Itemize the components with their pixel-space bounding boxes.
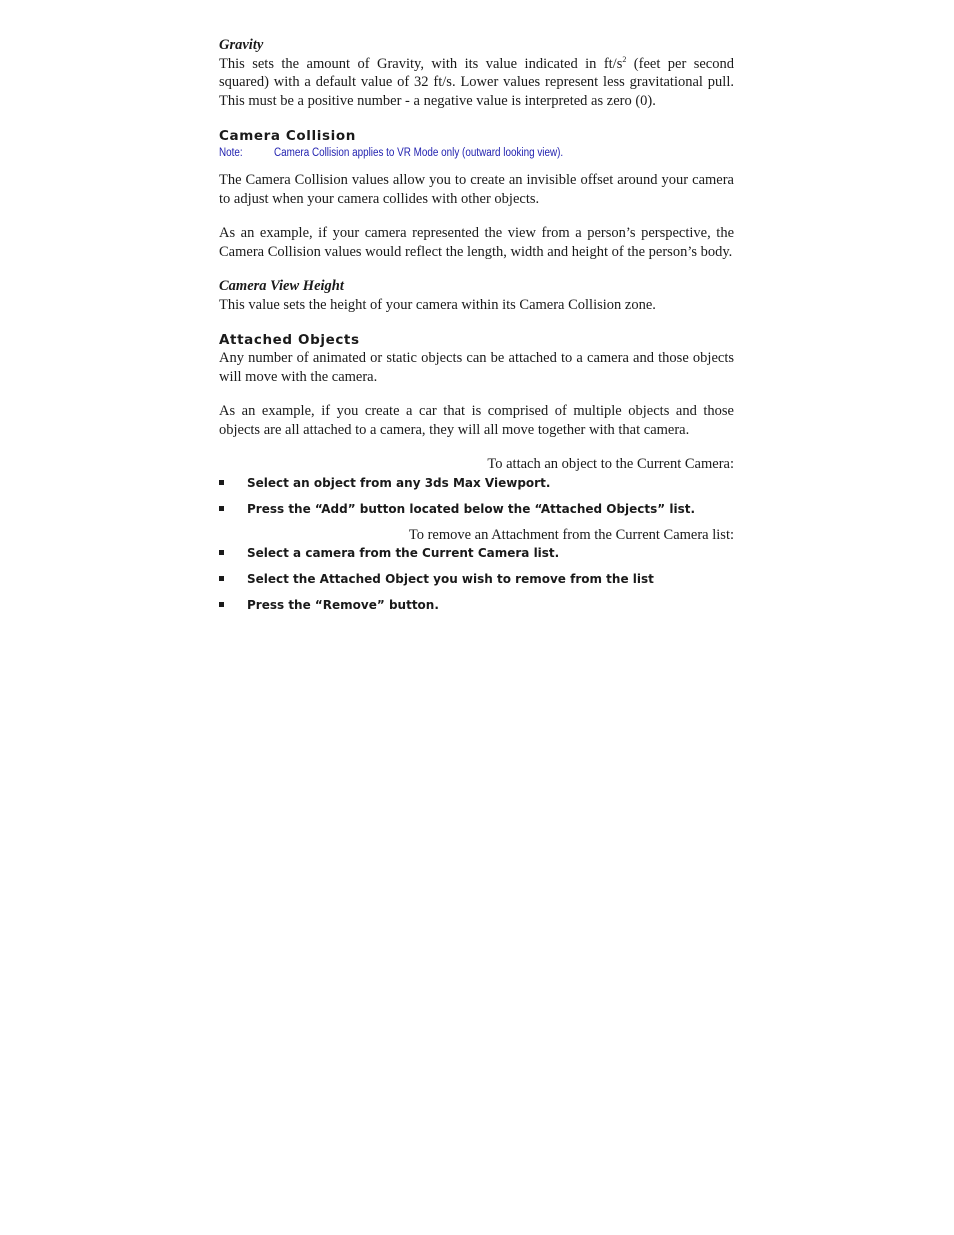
camera-collision-note (219, 145, 662, 162)
bullet-square-icon (219, 506, 224, 511)
bullet-square-icon (219, 550, 224, 555)
list-item (219, 500, 734, 518)
camera-view-height-heading: Camera View Height (219, 278, 344, 294)
remove-steps-list (219, 544, 734, 614)
document-page (219, 36, 734, 622)
gravity-text (219, 55, 734, 111)
list-item-text: Press the “Add” button located below the “Attached Objects” list. (247, 501, 696, 516)
attach-intro: To attach an object to the Current Camera: (487, 456, 734, 472)
camera-collision-para-2: As an example, if your camera represented the view from a person’s perspective, the Camera Collision values would reflect the length, width and height of the person’s body. (219, 225, 734, 260)
camera-collision-para-1: The Camera Collision values allow you to create an invisible offset around your camera to adjust when your camera collides with other objects. (219, 172, 734, 207)
attach-steps-list (219, 474, 734, 518)
camera-view-height-text: This value sets the height of your camera within its Camera Collision zone. (219, 296, 656, 313)
gravity-text-part2: (feet per second squared) with a default value of 32 ft/s. Lower values represent less gravitational pull. This must be a positive number - a negative value is interpreted as zero (0). (219, 55, 734, 109)
attached-objects-para-1: Any number of animated or static objects can be attached to a camera and those objects will move with the camera. (219, 350, 734, 385)
list-item-text: Select the Attached Object you wish to remove from the list (247, 572, 654, 586)
bullet-square-icon (219, 480, 224, 485)
camera-collision-heading: Camera Collision (219, 128, 356, 144)
list-item-text: Select an object from any 3ds Max Viewport. (247, 475, 551, 490)
bullet-square-icon (219, 602, 224, 607)
gravity-superscript: 2 (622, 54, 627, 64)
list-item (219, 474, 734, 492)
note-text: Camera Collision applies to VR Mode only (outward looking view). (274, 147, 564, 159)
note-label: Note: (219, 147, 243, 159)
list-item-text: Press the “Remove” button. (247, 598, 439, 612)
list-item (219, 596, 734, 614)
attached-objects-heading: Attached Objects (219, 332, 360, 348)
gravity-text-part1: This sets the amount of Gravity, with its value indicated in ft/s (219, 55, 623, 72)
gravity-heading: Gravity (219, 37, 264, 53)
list-item-text: Select a camera from the Current Camera list. (247, 546, 560, 560)
attached-objects-para-2: As an example, if you create a car that is comprised of multiple objects and those objects are all attached to a camera, they will all move together with that camera. (219, 403, 734, 438)
remove-intro: To remove an Attachment from the Current Camera list: (408, 526, 734, 543)
list-item (219, 544, 734, 562)
bullet-square-icon (219, 576, 224, 581)
list-item (219, 570, 734, 588)
